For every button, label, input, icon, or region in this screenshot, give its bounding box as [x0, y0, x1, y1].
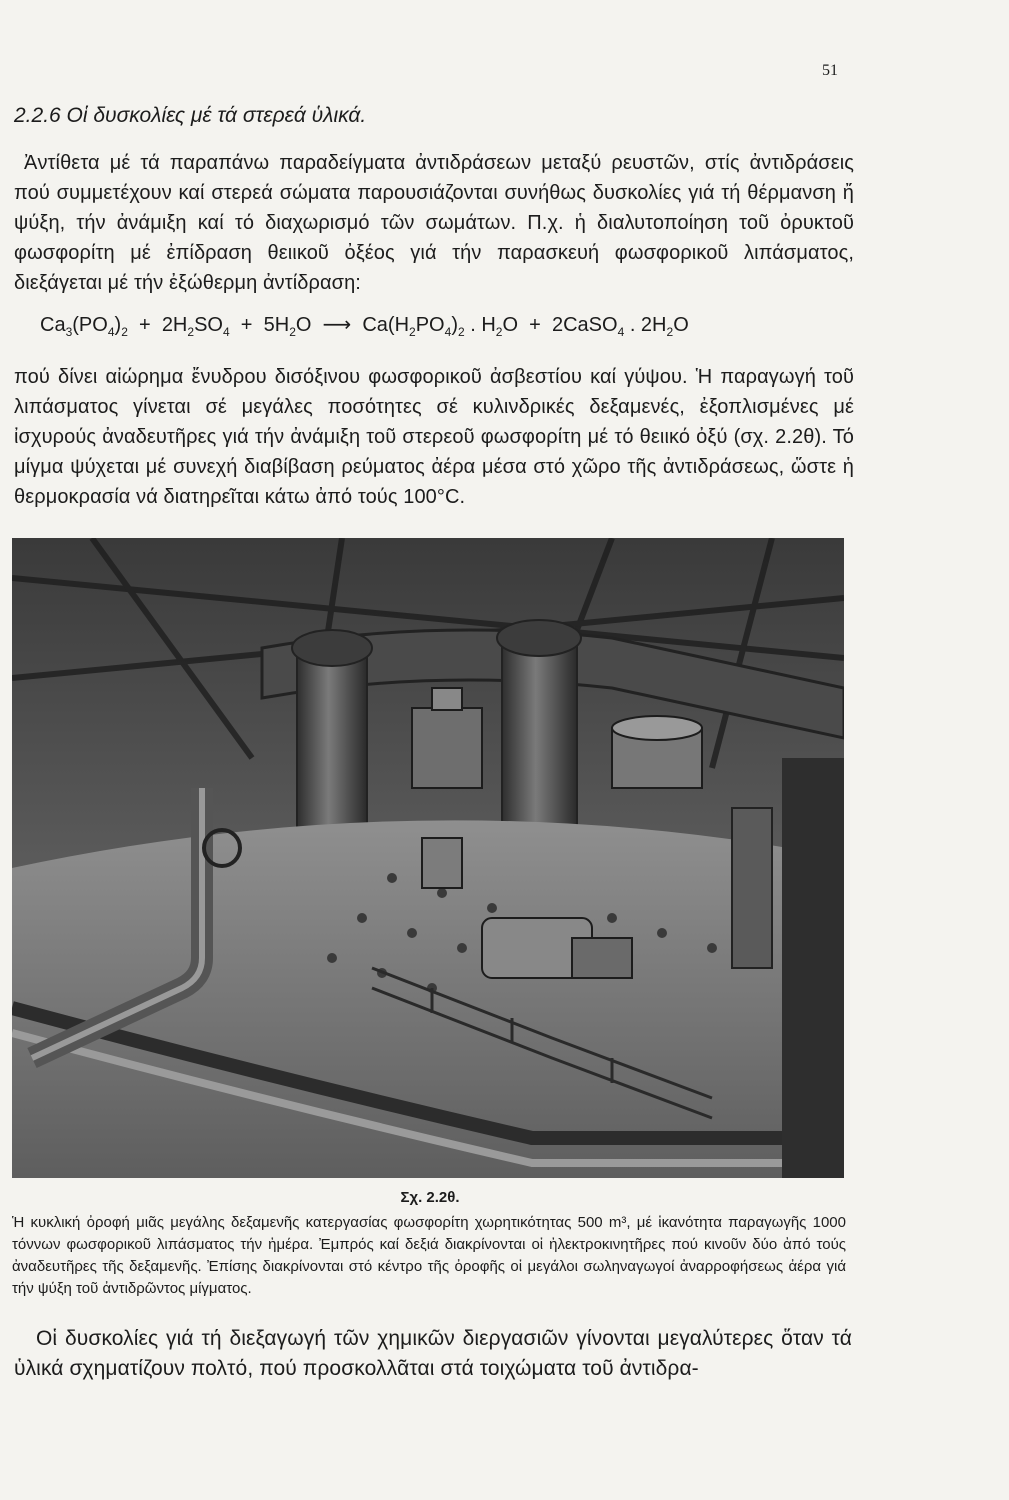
plus-sign: + — [240, 314, 253, 336]
product-monocalcium-phosphate: $Ca(H_2PO_4)_2$ . $H_2O$ — [362, 314, 519, 339]
figure-label: Σχ. 2.2θ. — [400, 1189, 460, 1206]
product-gypsum: 2CaSO$_4$ . $2H_2O$ — [551, 314, 689, 339]
paragraph-intro: Ἀντίθετα μέ τά παραπάνω παραδείγματα ἀντιδράσεων μεταξύ ρευστῶν, στίς ἀντιδράσεις πού συμμετέχουν καί στερεά σώματα παρουσιάζονται συνήθως δυσκολίες γιά τή θέρμανση ἤ ψύξη, τήν ἀνάμιξη καί τό διαχωρισμό τῶν σωμάτων. Π.χ. ἡ διαλυτοποίηση τοῦ ὀρυκτοῦ φωσφορίτη μέ ἐπίδραση θειικοῦ ὀξέος γιά τήν παρασκευή φωσφορικοῦ λιπάσματος, διεξάγεται μέ τήν ἐξώθερμη ἀντίδραση: — [14, 152, 854, 294]
figure-caption: Ἡ κυκλική ὀροφή μιᾶς μεγάλης δεξαμενῆς κατεργασίας φωσφορίτη χωρητικότητας 500 m³, μέ ἱκανότητα παραγωγῆς 1000 τόννων φωσφορικοῦ λιπάσματος τήν ἡμέρα. Ἐμπρός καί δεξιά διακρίνονται οἱ ἠλεκτροκινητῆρες πού κινοῦν δύο ἀπό τούς ἀναδευτῆρες τῆς δεξαμενῆς. Ἐπίσης διακρίνονται στό κέντρο τῆς ὀροφῆς οἱ μεγάλοι σωληναγωγοί ἀναρροφήσεως ἀέρα γιά τήν ψύξη τοῦ ἀντιδρῶντος μίγματος. — [12, 1214, 846, 1297]
figure-photo-tank-roof — [12, 538, 844, 1178]
paragraph-difficulties: Οἱ δυσκολίες γιά τή διεξαγωγή τῶν χημικῶν διεργασιῶν γίνονται μεγαλύτερες ὅταν τά ὑλικά σχηματίζουν πολτό, πού προσκολλᾶται στά τοιχώματα τοῦ ἀντιδρα- — [14, 1327, 852, 1380]
reactant-sulfuric-acid: $2H_2SO_4$ — [161, 314, 230, 339]
factory-photo-illustration — [12, 538, 844, 1178]
plus-sign: + — [139, 314, 151, 336]
paragraph-process: πού δίνει αἰώρημα ἔνυδρου δισόξινου φωσφορικοῦ ἀσβεστίου καί γύψου. Ἡ παραγωγή τοῦ λιπάσματος γίνεται σέ μεγάλες ποσότητες σέ κυλινδρικές δεξαμενές, ἐξοπλισμένες μέ ἰσχυρούς ἀναδευτῆρες γιά τήν ἀνάμιξη τοῦ στερεοῦ φωσφορίτη μέ τό θειικό ὀξύ (σχ. 2.2θ). Τό μίγμα ψύχεται μέ συνεχή διαβίβαση ρεύματος ἀέρα μέσα στό χῶρο τῆς ἀντιδράσεως, ὥστε ἡ θερμοκρασία νά διατηρεῖται κάτω ἀπό τούς 100°C. — [14, 366, 854, 508]
reaction-arrow: ⟶ — [322, 314, 352, 336]
reactant-water: $5H_2O$ — [263, 314, 312, 339]
reactant-calcium-phosphate: $Ca_3(PO_4)_2$ — [40, 314, 128, 339]
chemical-equation — [40, 312, 689, 339]
section-heading: 2.2.6 Οἱ δυσκολίες μέ τά στερεά ὑλικά. — [14, 104, 367, 127]
page-number: 51 — [822, 62, 838, 79]
plus-sign: + — [529, 314, 541, 336]
